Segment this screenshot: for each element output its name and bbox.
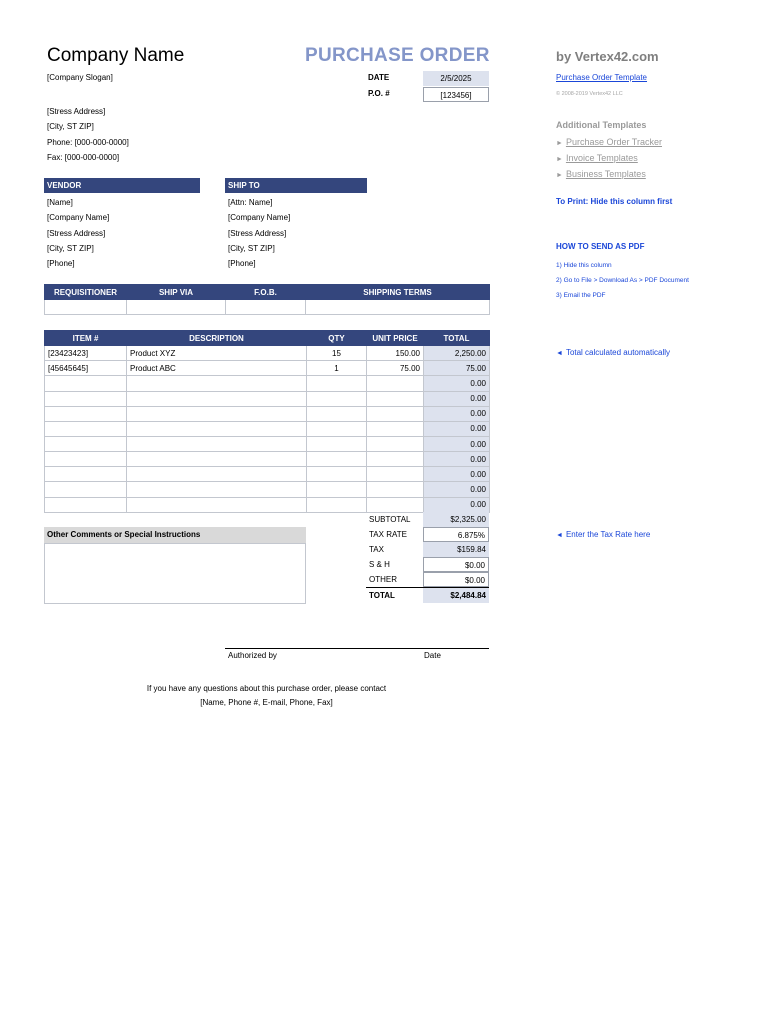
fob-cell[interactable] bbox=[226, 300, 306, 315]
document-title: PURCHASE ORDER bbox=[305, 45, 490, 66]
item-number-cell[interactable] bbox=[45, 391, 127, 406]
requisitioner-cell[interactable] bbox=[45, 300, 127, 315]
item-row bbox=[45, 497, 490, 512]
additional-templates-list bbox=[556, 135, 662, 183]
tax-label: TAX bbox=[369, 545, 384, 554]
description-cell[interactable] bbox=[127, 376, 307, 391]
line-total-cell: 0.00 bbox=[424, 376, 490, 391]
subtotal-value: $2,325.00 bbox=[423, 512, 489, 527]
additional-templates-title: Additional Templates bbox=[556, 120, 647, 130]
qty-cell[interactable] bbox=[307, 376, 367, 391]
item-row bbox=[45, 482, 490, 497]
authorized-by-label: Authorized by bbox=[228, 651, 277, 660]
vendor-line[interactable]: [City, ST ZIP] bbox=[47, 243, 94, 253]
pdf-step: 2) Go to File > Download As > PDF Document bbox=[556, 277, 689, 285]
footer-note bbox=[44, 682, 489, 710]
address-line: Fax: [000-000-0000] bbox=[47, 152, 120, 162]
item-number-cell[interactable] bbox=[45, 406, 127, 421]
vendor-line[interactable]: [Name] bbox=[47, 198, 73, 207]
line-total-cell: 0.00 bbox=[424, 406, 490, 421]
description-header: DESCRIPTION bbox=[127, 331, 307, 346]
arrow-right-icon: ► bbox=[556, 140, 563, 147]
unit-price-cell[interactable]: 75.00 bbox=[367, 361, 424, 376]
line-total-cell: 2,250.00 bbox=[424, 346, 490, 361]
unit-price-cell[interactable] bbox=[367, 482, 424, 497]
copyright-text: © 2008-2019 Vertex42 LLC bbox=[556, 91, 623, 97]
line-total-cell: 0.00 bbox=[424, 436, 490, 451]
item-row bbox=[45, 421, 490, 436]
line-total-cell: 75.00 bbox=[424, 361, 490, 376]
item-row bbox=[45, 467, 490, 482]
purchase-order-template-link[interactable]: Purchase Order Template bbox=[556, 73, 648, 82]
ship-to-line[interactable]: [Phone] bbox=[228, 259, 256, 269]
ship-via-header: SHIP VIA bbox=[127, 285, 226, 300]
shipping-table bbox=[44, 284, 490, 315]
qty-cell[interactable]: 15 bbox=[307, 346, 367, 361]
ship-to-line[interactable]: [Company Name] bbox=[228, 213, 291, 223]
unit-price-cell[interactable] bbox=[367, 421, 424, 436]
total-header: TOTAL bbox=[424, 331, 490, 346]
description-cell[interactable]: Product ABC bbox=[127, 361, 307, 376]
item-number-cell[interactable] bbox=[45, 452, 127, 467]
date-value[interactable]: 2/5/2025 bbox=[423, 71, 489, 86]
grand-total-value: $2,484.84 bbox=[423, 588, 489, 603]
item-row bbox=[45, 361, 490, 376]
tax-rate-input[interactable]: 6.875% bbox=[423, 527, 489, 542]
unit-price-cell[interactable] bbox=[367, 436, 424, 451]
vertex42-brand: by Vertex42.com bbox=[556, 49, 659, 64]
line-total-cell: 0.00 bbox=[424, 497, 490, 512]
unit-price-cell[interactable] bbox=[367, 497, 424, 512]
company-name: Company Name bbox=[47, 45, 185, 66]
grand-total-label: TOTAL bbox=[369, 591, 395, 600]
po-number-value[interactable]: [123456] bbox=[423, 87, 489, 102]
tax-rate-label: TAX RATE bbox=[369, 530, 407, 539]
sh-input[interactable]: $0.00 bbox=[423, 557, 489, 572]
total-auto-note: ◄ Total calculated automatically bbox=[556, 348, 670, 357]
footer-line-2: [Name, Phone #, E-mail, Phone, Fax] bbox=[200, 698, 333, 707]
print-note: To Print: Hide this column first bbox=[556, 197, 673, 206]
unit-price-cell[interactable] bbox=[367, 467, 424, 482]
description-cell[interactable] bbox=[127, 497, 307, 512]
unit-price-cell[interactable] bbox=[367, 391, 424, 406]
comments-header: Other Comments or Special Instructions bbox=[44, 527, 306, 543]
ship-to-block bbox=[228, 195, 290, 271]
company-address bbox=[47, 104, 129, 165]
pdf-step: 1) Hide this column bbox=[556, 262, 612, 269]
item-row bbox=[45, 376, 490, 391]
other-label: OTHER bbox=[369, 575, 397, 584]
address-line: [Stress Address] bbox=[47, 107, 106, 116]
vendor-block bbox=[47, 195, 109, 271]
ship-to-header: SHIP TO bbox=[225, 178, 367, 193]
qty-cell[interactable]: 1 bbox=[307, 361, 367, 376]
vendor-header: VENDOR bbox=[44, 178, 200, 193]
arrow-left-icon: ◄ bbox=[556, 350, 563, 357]
line-total-cell: 0.00 bbox=[424, 391, 490, 406]
line-total-cell: 0.00 bbox=[424, 482, 490, 497]
vendor-line[interactable]: [Company Name] bbox=[47, 213, 110, 223]
description-cell[interactable] bbox=[127, 406, 307, 421]
unit-price-cell[interactable]: 150.00 bbox=[367, 346, 424, 361]
tax-rate-note: ◄ Enter the Tax Rate here bbox=[556, 530, 651, 539]
comments-box[interactable] bbox=[44, 543, 306, 604]
qty-cell[interactable] bbox=[307, 467, 367, 482]
footer-line-1: If you have any questions about this purchase order, please contact bbox=[146, 684, 387, 693]
ship-to-line[interactable]: [Attn: Name] bbox=[228, 198, 273, 207]
unit-price-cell[interactable] bbox=[367, 452, 424, 467]
qty-cell[interactable] bbox=[307, 391, 367, 406]
item-row bbox=[45, 436, 490, 451]
unit-price-cell[interactable] bbox=[367, 406, 424, 421]
item-number-cell[interactable] bbox=[45, 482, 127, 497]
item-row bbox=[45, 346, 490, 361]
tax-value: $159.84 bbox=[423, 542, 489, 557]
qty-cell[interactable] bbox=[307, 436, 367, 451]
item-number-cell[interactable] bbox=[45, 421, 127, 436]
how-to-pdf-title: HOW TO SEND AS PDF bbox=[556, 242, 645, 251]
address-line: Phone: [000-000-0000] bbox=[47, 137, 129, 147]
item-number-cell[interactable] bbox=[45, 436, 127, 451]
template-link-item[interactable]: ► Business Templates bbox=[556, 169, 646, 179]
item-row bbox=[45, 452, 490, 467]
vendor-line[interactable]: [Phone] bbox=[47, 259, 75, 269]
pdf-steps bbox=[556, 258, 689, 304]
item-row bbox=[45, 406, 490, 421]
company-slogan: [Company Slogan] bbox=[47, 73, 113, 82]
sh-label: S & H bbox=[369, 560, 390, 569]
description-cell[interactable] bbox=[127, 436, 307, 451]
date-label: DATE bbox=[368, 73, 390, 82]
other-input[interactable]: $0.00 bbox=[423, 572, 489, 587]
subtotal-label: SUBTOTAL bbox=[369, 515, 411, 524]
description-cell[interactable] bbox=[127, 467, 307, 482]
requisitioner-header: REQUISITIONER bbox=[45, 285, 127, 300]
template-link-item[interactable]: ► Purchase Order Tracker bbox=[556, 137, 662, 147]
fob-header: F.O.B. bbox=[226, 285, 306, 300]
line-total-cell: 0.00 bbox=[424, 467, 490, 482]
qty-cell[interactable] bbox=[307, 406, 367, 421]
qty-cell[interactable] bbox=[307, 452, 367, 467]
items-table bbox=[44, 330, 490, 513]
description-cell[interactable]: Product XYZ bbox=[127, 346, 307, 361]
pdf-step: 3) Email the PDF bbox=[556, 292, 606, 300]
item-number-cell[interactable]: [23423423] bbox=[45, 346, 127, 361]
vendor-line[interactable]: [Stress Address] bbox=[47, 228, 106, 238]
shipping-terms-header: SHIPPING TERMS bbox=[306, 285, 490, 300]
description-cell[interactable] bbox=[127, 391, 307, 406]
qty-cell[interactable] bbox=[307, 421, 367, 436]
description-cell[interactable] bbox=[127, 482, 307, 497]
qty-cell[interactable] bbox=[307, 497, 367, 512]
item-number-cell[interactable] bbox=[45, 497, 127, 512]
ship-to-line[interactable]: [Stress Address] bbox=[228, 228, 287, 238]
item-number-cell[interactable] bbox=[45, 467, 127, 482]
signature-line bbox=[225, 648, 489, 649]
ship-to-line[interactable]: [City, ST ZIP] bbox=[228, 243, 275, 253]
address-line: [City, ST ZIP] bbox=[47, 122, 94, 132]
arrow-right-icon: ► bbox=[556, 156, 563, 163]
item-number-cell[interactable] bbox=[45, 376, 127, 391]
unit-price-cell[interactable] bbox=[367, 376, 424, 391]
line-total-cell: 0.00 bbox=[424, 452, 490, 467]
ship-via-cell[interactable] bbox=[127, 300, 226, 315]
po-number-label: P.O. # bbox=[368, 89, 390, 98]
shipping-terms-cell[interactable] bbox=[306, 300, 490, 315]
item-number-cell[interactable]: [45645645] bbox=[45, 361, 127, 376]
arrow-left-icon: ◄ bbox=[556, 532, 563, 539]
unit-price-header: UNIT PRICE bbox=[367, 331, 424, 346]
qty-cell[interactable] bbox=[307, 482, 367, 497]
qty-header: QTY bbox=[307, 331, 367, 346]
line-total-cell: 0.00 bbox=[424, 421, 490, 436]
item-number-header: ITEM # bbox=[45, 331, 127, 346]
arrow-right-icon: ► bbox=[556, 172, 563, 179]
signature-date-label: Date bbox=[424, 651, 441, 660]
item-row bbox=[45, 391, 490, 406]
template-link-item[interactable]: ► Invoice Templates bbox=[556, 153, 638, 163]
description-cell[interactable] bbox=[127, 452, 307, 467]
description-cell[interactable] bbox=[127, 421, 307, 436]
